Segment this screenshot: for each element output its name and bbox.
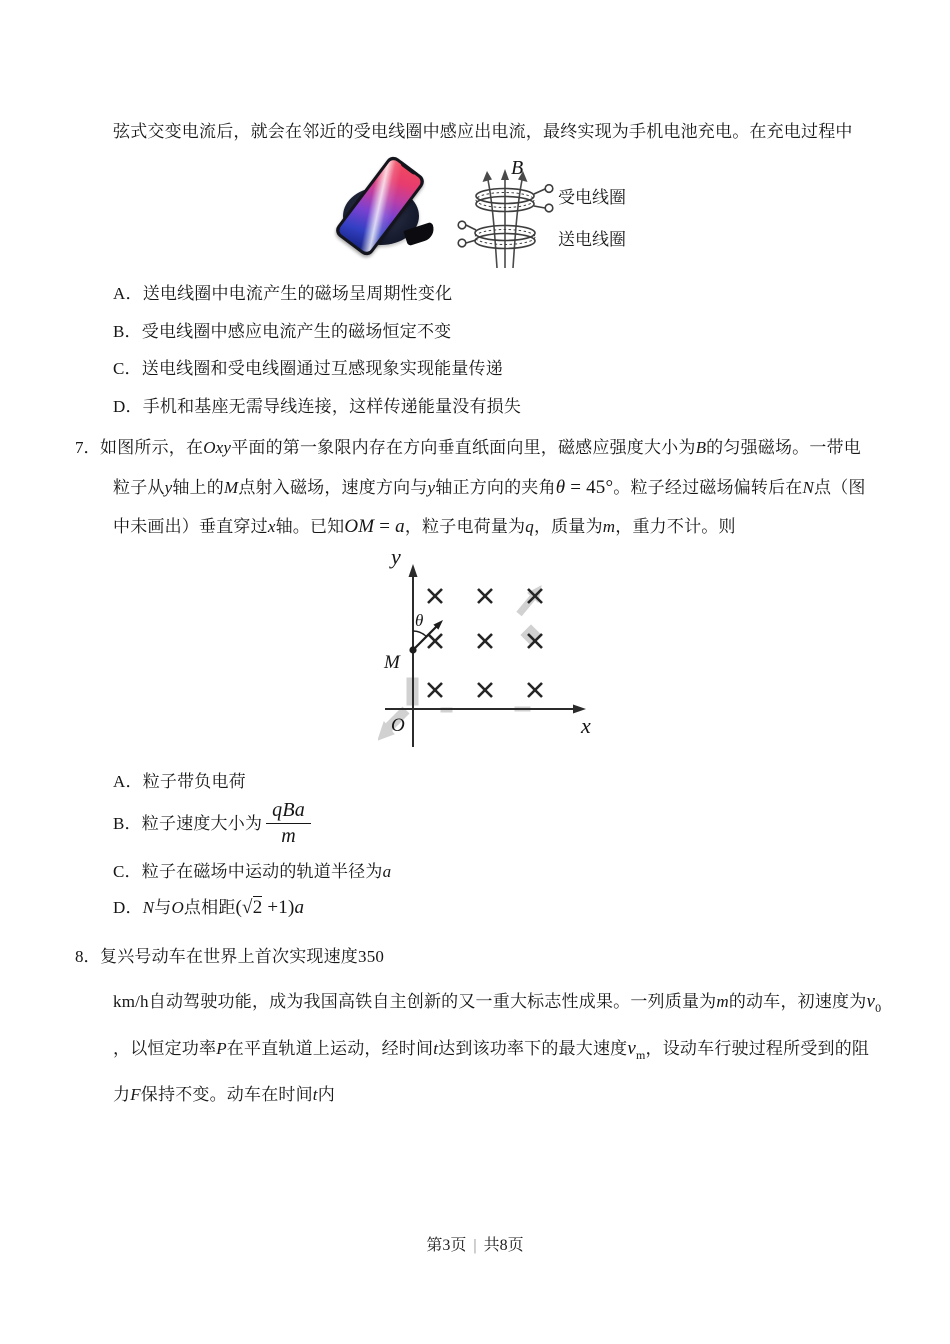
q8-text-line4: 力F保持不变。动车在时间t内 [113, 1085, 335, 1104]
q8-text-line2: km/h自动驾驶功能，成为我国高铁自主创新的又一重大标志性成果。一列质量为m的动车，初速度为$v_0$ [113, 991, 882, 1015]
field-b-label: B [511, 157, 524, 179]
y-axis-arrowhead [409, 564, 418, 577]
x-axis-label: x [581, 713, 591, 738]
q7-option-c: C．粒子在磁场中运动的轨道半径为a [113, 862, 392, 881]
q7-number: 7． [75, 438, 101, 457]
sending-coil-label: 送电线圈 [558, 230, 626, 249]
fraction-qba-over-m: $\frac{\text{qBa}}{m}$ [266, 800, 311, 847]
q6-option-c: C．送电线圈和受电线圈通过互感现象实现能量传递 [113, 359, 503, 378]
page-number: 第3页 [426, 1237, 467, 1254]
origin-label: O [391, 715, 405, 736]
q6-option-d: D．手机和基座无需导线连接，这样传递能量没有损失 [113, 397, 522, 416]
field-arrowhead [501, 169, 509, 180]
q6-option-a: A．送电线圈中电流产生的磁场呈周期性变化 [113, 284, 453, 303]
coil-terminal [545, 185, 553, 193]
footer-separator: | [473, 1237, 477, 1254]
q6-intro-text: 弦式交变电流后，就会在邻近的受电线圈中感应出电流，最终实现为手机电池充电。在充电过程中 [113, 122, 853, 141]
page-total: 共8页 [483, 1237, 524, 1254]
q8-text-line1: 复兴号动车在世界上首次实现速度350 [100, 947, 385, 966]
q7-option-a: A．粒子带负电荷 [113, 772, 246, 791]
q8-text-line3: ，以恒定功率P在平直轨道上运动，经时间t达到该功率下的最大速度$v_m$，设动车行驶过程所受到的阻 [113, 1038, 870, 1062]
q7-magnetic-field-diagram [378, 550, 648, 752]
q6-option-b: B．受电线圈中感应电流产生的磁场恒定不变 [113, 322, 452, 341]
receiving-coil-label: 受电线圈 [558, 188, 626, 207]
angle-arc [413, 631, 426, 637]
wireless-charger-photo [335, 156, 465, 274]
y-axis-label: y [391, 550, 401, 569]
q7-option-d: D．N与O点相距(√2 +1)a [113, 897, 305, 918]
q7-option-b: B． 粒子速度大小为 $\frac{\text{qBa}}{m}$ [113, 800, 311, 847]
q6-figure [335, 156, 665, 274]
page-footer [0, 1232, 950, 1255]
field-arrowhead [483, 171, 493, 182]
q7-text-line3: 中未画出）垂直穿过x轴。已知OM = a，粒子电荷量为q，质量为m，重力不计。则 [113, 516, 736, 537]
coil-diagram [455, 156, 665, 274]
coil-terminal [545, 204, 553, 212]
q7-text-line2: 粒子从y轴上的M点射入磁场，速度方向与y轴正方向的夹角θ = 45°。粒子经过磁场偏转后在N点（图 [113, 477, 866, 498]
point-m-label: M [384, 652, 400, 673]
q7-text-line1: 如图所示，在Oxy平面的第一象限内存在方向垂直纸面向里，磁感应强度大小为B的匀强磁场。一带电 [100, 438, 861, 457]
q8-number: 8． [75, 947, 101, 966]
theta-label: θ [415, 611, 424, 630]
coil-terminal [458, 221, 466, 229]
coil-terminal [458, 239, 466, 247]
